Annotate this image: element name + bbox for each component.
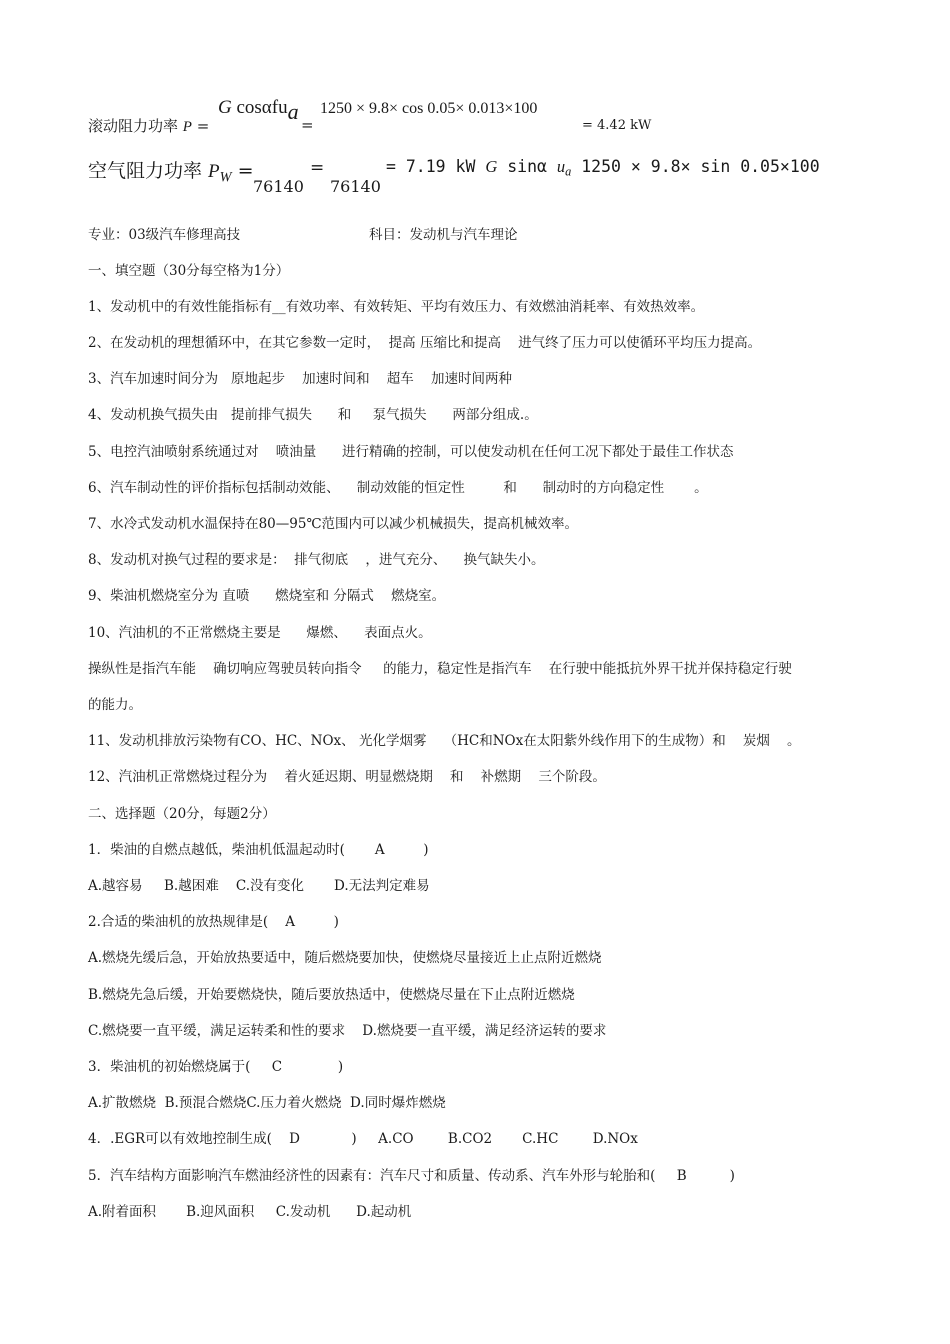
air-resistance-denominator-2: 76140 bbox=[330, 177, 381, 196]
rolling-resistance-numerator: G cosαfua bbox=[218, 97, 299, 124]
question-line: 3．柴油机的初始燃烧属于( C ) bbox=[88, 1059, 344, 1075]
section-title-fill-blank: 一、填空题（30分每空格为1分） bbox=[88, 263, 290, 279]
question-line: 12、汽油机正常燃烧过程分为 着火延迟期、明显燃烧期 和 补燃期 三个阶段。 bbox=[88, 769, 606, 785]
question-line: 2、在发动机的理想循环中，在其它参数一定时， 提高 压缩比和提高 进气终了压力可以使循环平均压力提高。 bbox=[88, 335, 762, 351]
question-line: 5、电控汽油喷射系统通过对 喷油量 进行精确的控制，可以使发动机在任何工况下都处于最佳工作状态 bbox=[88, 444, 734, 460]
air-resistance-equals: = bbox=[310, 158, 325, 178]
question-line: 10、汽油机的不正常燃烧主要是 爆燃、 表面点火。 bbox=[88, 625, 432, 641]
option-line: A.燃烧先缓后急，开始放热要适中，随后燃烧要加快，使燃烧尽量接近上止点附近燃烧 bbox=[88, 950, 602, 966]
question-line: 1、发动机中的有效性能指标有__有效功率、有效转矩、平均有效压力、有效燃油消耗率、有效热效率。 bbox=[88, 299, 705, 315]
question-line: 4．.EGR可以有效地控制生成( D ) A.CO B.CO2 C.HC D.NOx bbox=[88, 1131, 638, 1147]
subject-label: 科目：发动机与汽车理论 bbox=[369, 227, 518, 243]
option-line: A.越容易 B.越困难 C.没有变化 D.无法判定难易 bbox=[88, 878, 430, 894]
air-resistance-expression: = 7.19 kW G sinα $u_a$ 1250 × 9.8× sin 0.05×100 bbox=[386, 157, 820, 179]
question-line: 3、汽车加速时间分为 原地起步 加速时间和 超车 加速时间两种 bbox=[88, 371, 512, 387]
question-line: 9、柴油机燃烧室分为 直喷 燃烧室和 分隔式 燃烧室。 bbox=[88, 588, 446, 604]
option-line: A.扩散燃烧 B.预混合燃烧C.压力着火燃烧 D.同时爆炸燃烧 bbox=[88, 1095, 446, 1111]
question-line: 5．汽车结构方面影响汽车燃油经济性的因素有：汽车尺寸和质量、传动系、汽车外形与轮胎和( B ) bbox=[88, 1168, 735, 1184]
rolling-resistance-result: = 4.42 kW bbox=[582, 118, 652, 133]
question-line: 4、发动机换气损失由 提前排气损失 和 泵气损失 两部分组成.。 bbox=[88, 407, 538, 423]
question-line: 操纵性是指汽车能 确切响应驾驶员转向指令 的能力，稳定性是指汽车 在行驶中能抵抗外界干扰并保持稳定行驶 bbox=[88, 661, 792, 677]
option-line: A.附着面积 B.迎风面积 C.发动机 D.起动机 bbox=[88, 1204, 412, 1220]
question-line: 7、水冷式发动机水温保持在80—95℃范围内可以减少机械损失，提高机械效率。 bbox=[88, 516, 579, 532]
rolling-resistance-equals: = bbox=[301, 116, 314, 134]
option-line: B.燃烧先急后缓，开始要燃烧快，随后要放热适中，使燃烧尽量在下止点附近燃烧 bbox=[88, 987, 575, 1003]
question-line: 1．柴油的自燃点越低，柴油机低温起动时( A ) bbox=[88, 842, 429, 858]
rolling-resistance-label: 滚动阻力功率 P = bbox=[88, 117, 210, 135]
option-line: C.燃烧要一直平缓，满足运转柔和性的要求 D.燃烧要一直平缓，满足经济运转的要求 bbox=[88, 1023, 607, 1039]
section-title-multiple-choice: 二、选择题（20分，每题2分） bbox=[88, 806, 276, 822]
question-line: 6、汽车制动性的评价指标包括制动效能、 制动效能的恒定性 和 制动时的方向稳定性 。 bbox=[88, 480, 708, 496]
air-resistance-denominator-1: 76140 bbox=[253, 177, 304, 196]
rolling-resistance-expression: 1250 × 9.8× cos 0.05× 0.013×100 bbox=[320, 100, 538, 117]
question-line: 11、发动机排放污染物有CO、HC、NOx、 光化学烟雾 （HC和NOx在太阳紫外线作用下的生成物）和 炭烟 。 bbox=[88, 733, 801, 749]
question-line: 8、发动机对换气过程的要求是： 排气彻底 ，进气充分、 换气缺失小。 bbox=[88, 552, 545, 568]
question-line: 2.合适的柴油机的放热规律是( A ) bbox=[88, 914, 339, 930]
question-line: 的能力。 bbox=[88, 697, 142, 713]
major-label: 专业：03级汽车修理高技 bbox=[88, 227, 241, 243]
air-resistance-label: 空气阻力功率 $P_W$ = bbox=[88, 160, 254, 186]
document-header bbox=[88, 226, 518, 244]
